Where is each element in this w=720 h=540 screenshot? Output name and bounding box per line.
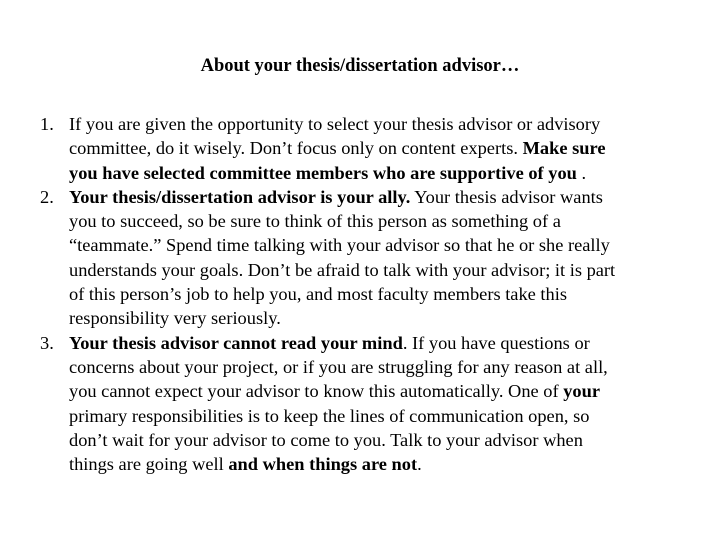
list-item — [40, 185, 680, 331]
list-item-line — [69, 355, 680, 379]
page-title: About your thesis/dissertation advisor… — [200, 56, 520, 76]
list-item-line — [69, 404, 680, 428]
list-item — [40, 331, 680, 477]
bold-text: your — [563, 381, 601, 402]
bold-text: Your thesis advisor cannot read your mind — [69, 332, 403, 353]
list-item-line — [69, 379, 680, 403]
list-item-line — [69, 282, 680, 306]
text-run: you to succeed, so be sure to think of this person as something of a — [69, 211, 561, 232]
list-item-line — [69, 428, 680, 452]
list-item-line — [69, 306, 680, 330]
list-item — [40, 112, 680, 185]
list-item-line — [69, 112, 680, 136]
text-run: . If you have questions or — [402, 332, 590, 353]
list-item-number: 1. — [40, 114, 54, 134]
text-run: responsibility very seriously. — [69, 308, 281, 329]
list-item-line — [69, 185, 680, 209]
text-run: you cannot expect your advisor to know this automatically. One of — [69, 381, 564, 402]
text-run: primary responsibilities is to keep the lines of communication open, so — [69, 405, 590, 426]
text-run: don’t wait for your advisor to come to you. Talk to your advisor when — [69, 429, 583, 450]
list-item-line — [69, 161, 680, 185]
list-item-line — [69, 209, 680, 233]
text-run: understands your goals. Don’t be afraid to talk with your advisor; it is part — [69, 259, 616, 280]
text-run: . — [417, 454, 422, 475]
list-item-line — [69, 233, 680, 257]
list-item-line — [69, 136, 680, 160]
list-item-line — [69, 258, 680, 282]
text-run: If you are given the opportunity to select your thesis advisor or advisory — [69, 114, 601, 134]
list-item-line — [69, 331, 680, 355]
list-item-line — [69, 452, 680, 476]
text-run: committee, do it wisely. Don’t focus only on content experts. — [69, 138, 523, 159]
list-item-number: 3. — [40, 332, 54, 353]
bold-text: Your thesis/dissertation advisor is your ally. — [69, 186, 411, 207]
text-run: of this person’s job to help you, and most faculty members take this — [69, 284, 568, 305]
text-run: “teammate.” Spend time talking with your advisor so that he or she really — [69, 235, 610, 256]
text-run: Your thesis advisor wants — [410, 186, 603, 207]
bold-text: and when things are not — [228, 454, 418, 475]
bold-text: you have selected committee members who are supportive of you — [69, 162, 577, 183]
text-run: things are going well — [69, 454, 229, 475]
text-run: . — [576, 162, 587, 183]
list-item-number: 2. — [40, 186, 54, 207]
text-run: concerns about your project, or if you are struggling for any reason at all, — [69, 356, 608, 377]
bold-text: Make sure — [522, 138, 606, 159]
advice-list — [40, 112, 680, 476]
